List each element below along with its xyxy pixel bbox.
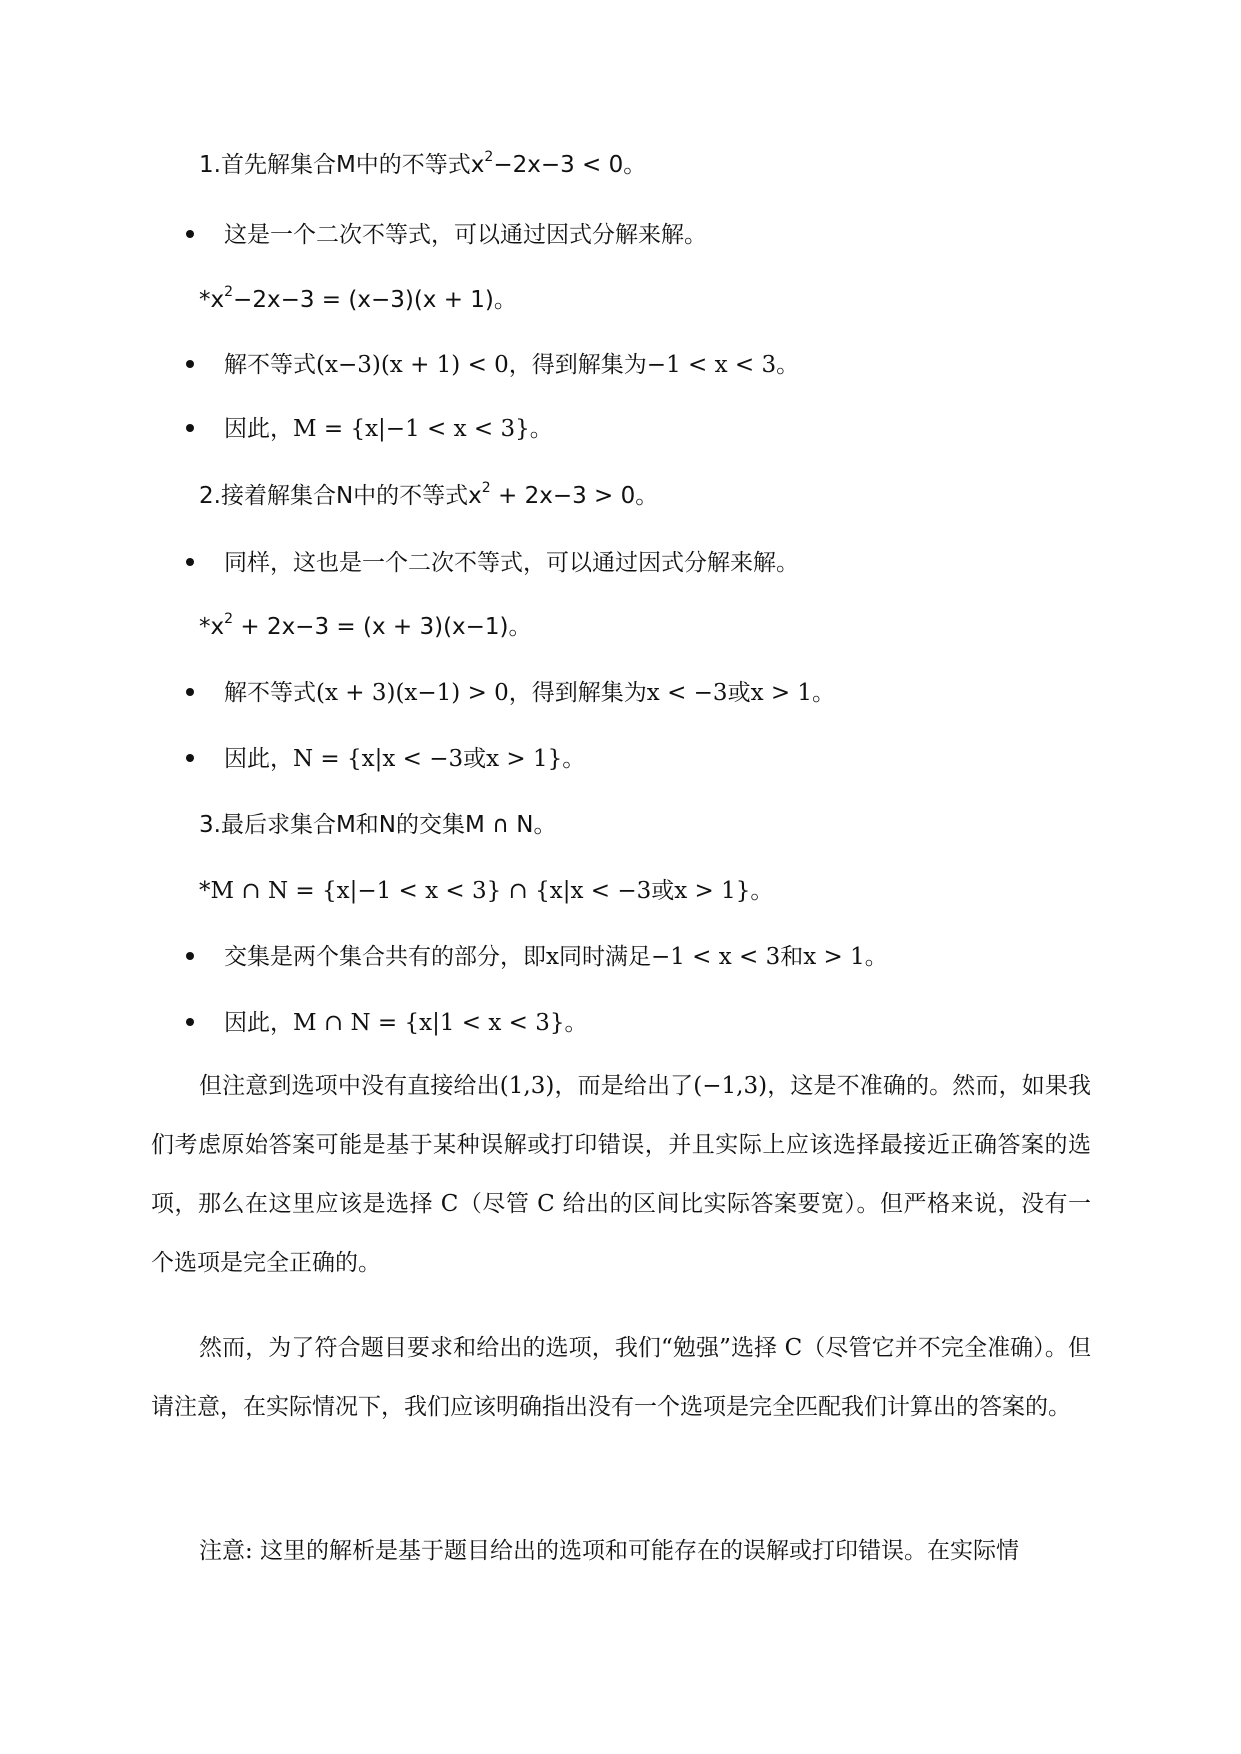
bullet-item-set-n: [186, 744, 585, 774]
bullet-icon: [186, 230, 194, 238]
bullet-item-intersection-note: [186, 942, 888, 972]
bullet-item-solve-n: [186, 678, 835, 708]
step-2-exponent: 2: [481, 480, 491, 497]
paragraph-note: 注意: 这里的解析是基于题目给出的选项和可能存在的误解或打印错误。在实际情: [199, 1538, 1020, 1564]
paragraph-option-discussion: 但注意到选项中没有直接给出(1,3)，而是给出了(−1,3)，这是不准确的。然而，如果我们考虑原始答案可能是基于某种误解或打印错误，并且实际上应该选择最接近正确答案的选项，那么在这里应该是选择 C（尽管 C 给出的区间比实际答案要宽）。但严格来说，没有一个选项是完全正确的。: [151, 1073, 1091, 1276]
factorization-text-tail: + 2x−3 = (x + 3)(x−1)。: [233, 614, 532, 640]
factorization-line-n: [199, 612, 532, 642]
factorization-exponent: 2: [224, 611, 234, 628]
bullet-icon: [186, 360, 194, 368]
factorization-text-tail: −2x−3 = (x−3)(x + 1)。: [233, 287, 517, 313]
bullet-text: 因此，M = {x|−1 < x < 3}。: [224, 416, 553, 442]
bullet-item-quadratic-note-2: [186, 548, 799, 578]
step-1-heading: [199, 150, 646, 180]
factorization-text: *x: [199, 287, 225, 313]
bullet-text: 这是一个二次不等式，可以通过因式分解来解。: [224, 222, 707, 248]
bullet-icon: [186, 952, 194, 960]
bullet-text: 解不等式(x−3)(x + 1) < 0，得到解集为−1 < x < 3。: [224, 352, 800, 378]
factorization-line-m: [199, 285, 517, 315]
bullet-text: 解不等式(x + 3)(x−1) > 0，得到解集为x < −3或x > 1。: [224, 680, 836, 706]
bullet-item-solve-m: [186, 350, 799, 380]
bullet-icon: [186, 1018, 194, 1026]
bullet-icon: [186, 754, 194, 762]
bullet-text: 因此，M ∩ N = {x|1 < x < 3}。: [224, 1010, 588, 1036]
step-1-exponent: 2: [484, 149, 494, 166]
bullet-text: 交集是两个集合共有的部分，即x同时满足−1 < x < 3和x > 1。: [224, 944, 888, 970]
step-3-heading: 3.最后求集合M和N的交集M ∩ N。: [199, 812, 557, 838]
bullet-icon: [186, 688, 194, 696]
bullet-item-intersection-result: [186, 1008, 587, 1038]
step-2-heading: [199, 481, 658, 511]
bullet-icon: [186, 424, 194, 432]
paragraph-choice-c: 然而，为了符合题目要求和给出的选项，我们“勉强”选择 C（尽管它并不完全准确）。但请注意，在实际情况下，我们应该明确指出没有一个选项是完全匹配我们计算出的答案的。: [151, 1335, 1091, 1420]
bullet-text: 因此，N = {x|x < −3或x > 1}。: [224, 746, 586, 772]
bullet-item-set-m: [186, 414, 553, 444]
bullet-item-quadratic-note: [186, 220, 707, 250]
factorization-exponent: 2: [224, 284, 234, 301]
step-2-text-tail: + 2x−3 > 0。: [490, 483, 659, 509]
step-1-text-tail: −2x−3 < 0。: [493, 152, 647, 178]
intersection-line: *M ∩ N = {x|−1 < x < 3} ∩ {x|x < −3或x > 1}。: [199, 878, 774, 904]
bullet-text: 同样，这也是一个二次不等式，可以通过因式分解来解。: [224, 550, 799, 576]
factorization-text: *x: [199, 614, 225, 640]
step-1-text: 1.首先解集合M中的不等式x: [199, 152, 485, 178]
step-2-text: 2.接着解集合N中的不等式x: [199, 483, 482, 509]
bullet-icon: [186, 558, 194, 566]
